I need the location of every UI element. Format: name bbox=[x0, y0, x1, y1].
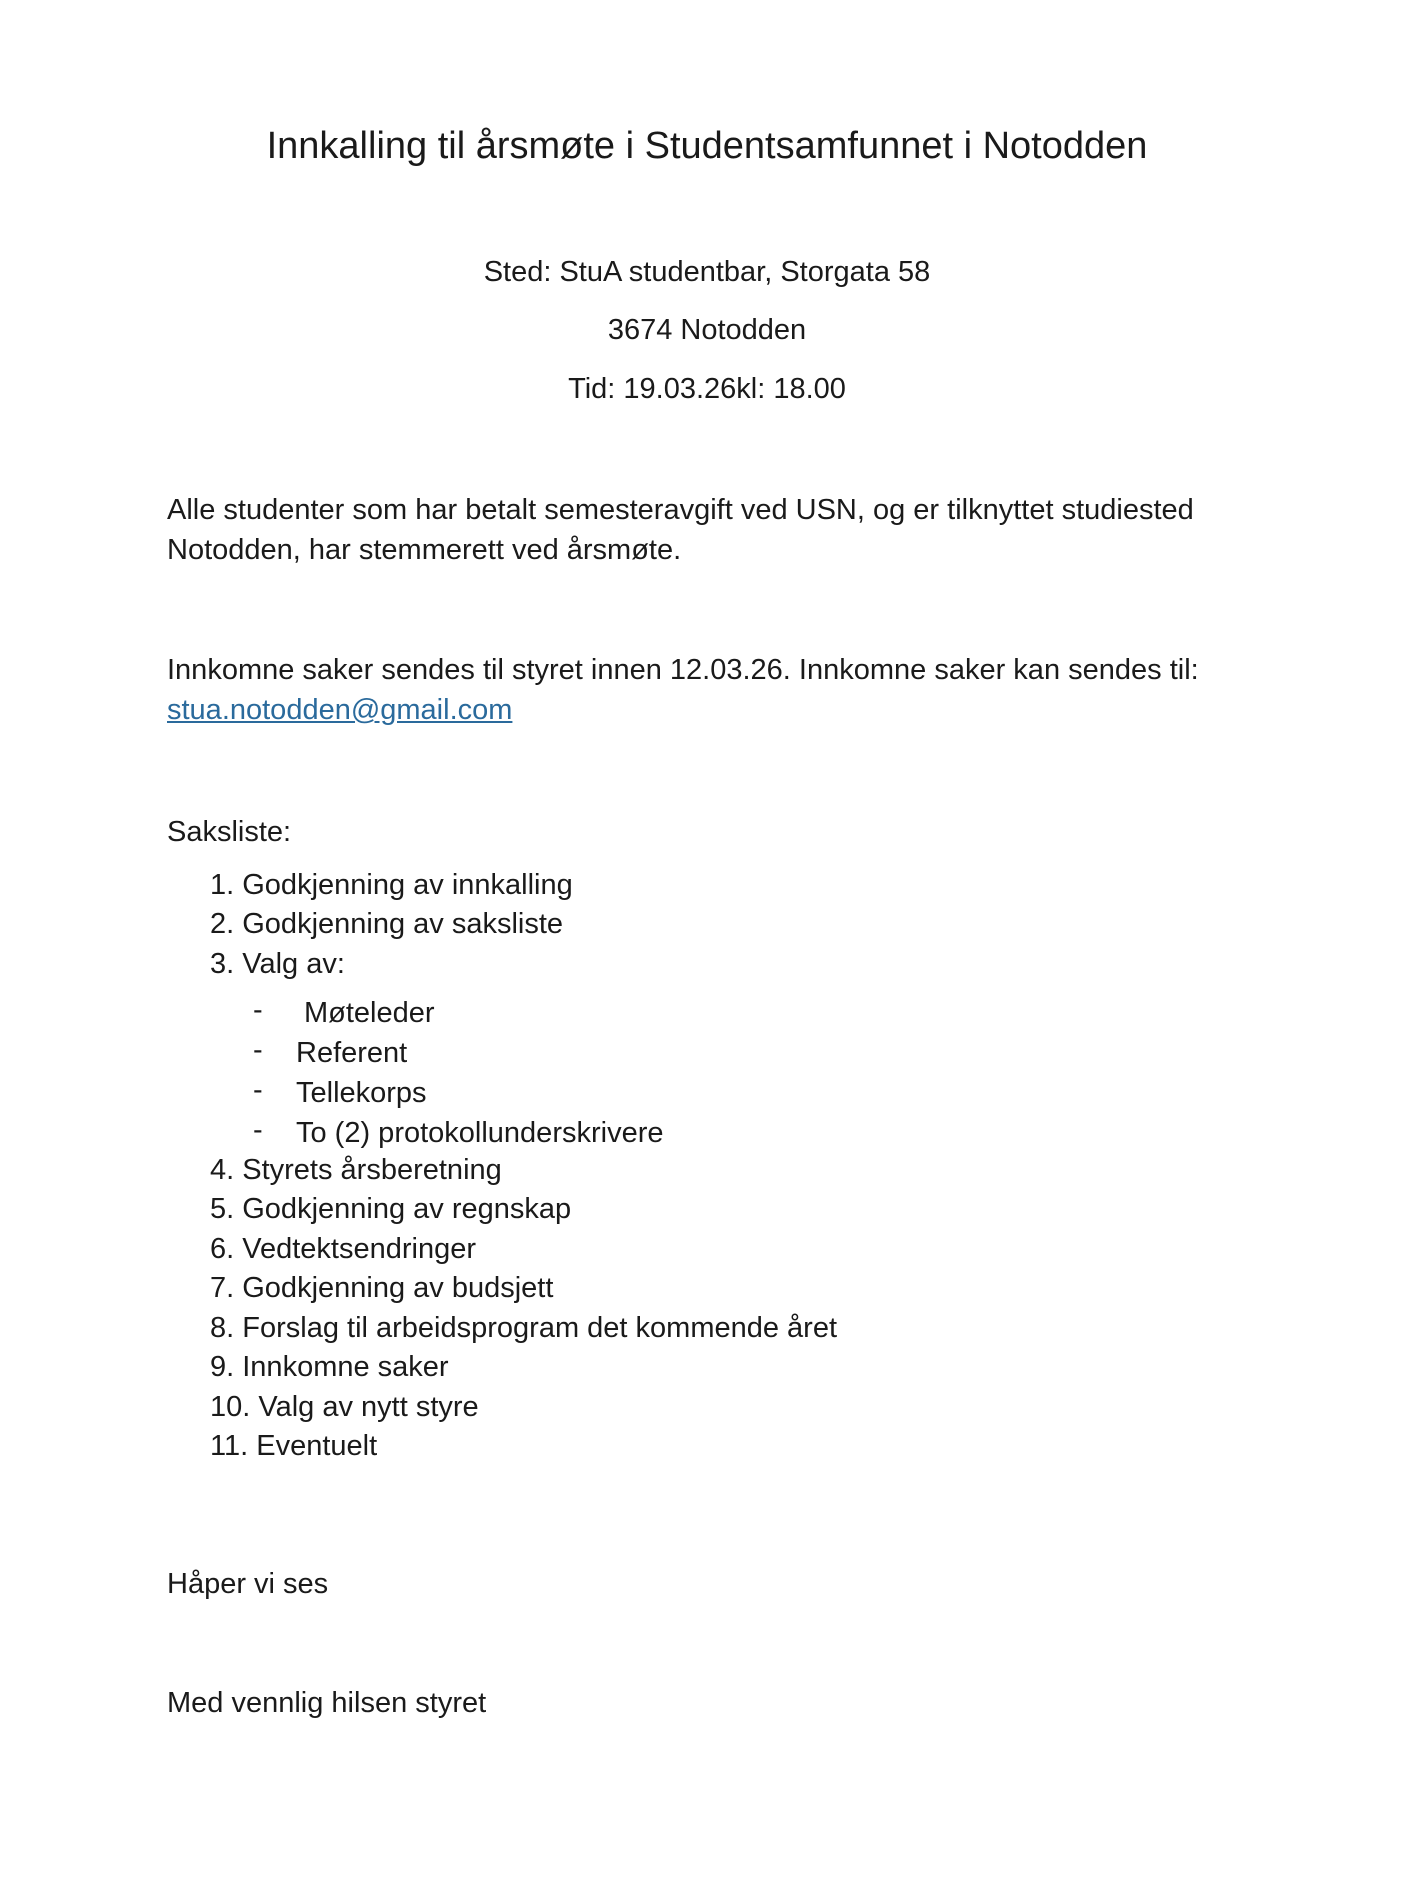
closing-hope: Håper vi ses bbox=[167, 1568, 329, 1600]
agenda-item-number: 2. bbox=[210, 908, 235, 940]
agenda-item-text: Godkjenning av saksliste bbox=[242, 908, 564, 940]
subitem-marker: - bbox=[253, 1114, 263, 1146]
agenda-item-text: Eventuelt bbox=[256, 1430, 378, 1462]
agenda-item-number: 4. bbox=[210, 1154, 235, 1186]
agenda-item-text: Godkjenning av innkalling bbox=[242, 869, 573, 901]
agenda-item bbox=[210, 1231, 476, 1267]
agenda-subitem: Referent bbox=[296, 1037, 408, 1069]
agenda-item-number: 11. bbox=[210, 1430, 249, 1462]
agenda-item-text: Vedtektsendringer bbox=[242, 1233, 477, 1265]
meeting-place: Sted: StuA studentbar, Storgata 58 bbox=[483, 256, 931, 288]
submissions-paragraph bbox=[167, 650, 1277, 730]
agenda-item-text: Godkjenning av regnskap bbox=[242, 1193, 572, 1225]
agenda-item bbox=[210, 946, 345, 982]
agenda-item-number: 8. bbox=[210, 1312, 235, 1344]
agenda-item-number: 5. bbox=[210, 1193, 235, 1225]
agenda-item bbox=[210, 1310, 837, 1346]
meeting-postal-address: 3674 Notodden bbox=[607, 314, 807, 346]
agenda-item-text: Styrets årsberetning bbox=[242, 1154, 502, 1186]
agenda-item bbox=[210, 1152, 502, 1188]
agenda-item-text: Godkjenning av budsjett bbox=[242, 1272, 554, 1304]
agenda-item bbox=[210, 867, 573, 903]
agenda-item-number: 10. bbox=[210, 1391, 251, 1423]
agenda-item bbox=[210, 906, 563, 942]
agenda-item bbox=[210, 1349, 449, 1385]
agenda-item-number: 7. bbox=[210, 1272, 235, 1304]
agenda-item-text: Valg av nytt styre bbox=[258, 1391, 479, 1423]
agenda-item-text: Forslag til arbeidsprogram det kommende året bbox=[242, 1312, 838, 1344]
agenda-subitem: Møteleder bbox=[304, 997, 435, 1029]
agenda-heading: Saksliste: bbox=[167, 816, 292, 848]
agenda-item bbox=[210, 1389, 479, 1425]
agenda-item-number: 6. bbox=[210, 1233, 235, 1265]
meeting-time: Tid: 19.03.26kl: 18.00 bbox=[568, 373, 846, 405]
document-title: Innkalling til årsmøte i Studentsamfunnet i Notodden bbox=[266, 125, 1148, 167]
subitem-marker: - bbox=[253, 994, 263, 1026]
contact-email-link[interactable]: stua.notodden@gmail.com bbox=[167, 694, 513, 726]
agenda-subitem: To (2) protokollunderskrivere bbox=[296, 1117, 664, 1149]
agenda-item-number: 9. bbox=[210, 1351, 235, 1383]
subitem-marker: - bbox=[253, 1034, 263, 1066]
agenda-item-text: Valg av: bbox=[242, 948, 345, 980]
submissions-text: Innkomne saker sendes til styret innen 12.03.26. Innkomne saker kan sendes til: bbox=[167, 654, 1199, 686]
agenda-item bbox=[210, 1428, 377, 1464]
subitem-marker: - bbox=[253, 1074, 263, 1106]
agenda-item bbox=[210, 1270, 553, 1306]
agenda-item-text: Innkomne saker bbox=[242, 1351, 449, 1383]
voting-notice: Alle studenter som har betalt semesteravgift ved USN, og er tilknyttet studiested Notodden, har stemmerett ved årsmøte. bbox=[167, 494, 1194, 566]
agenda-item-number: 1. bbox=[210, 869, 235, 901]
agenda-item bbox=[210, 1191, 571, 1227]
closing-signature: Med vennlig hilsen styret bbox=[167, 1687, 487, 1719]
agenda-subitem: Tellekorps bbox=[296, 1077, 427, 1109]
agenda-item-number: 3. bbox=[210, 948, 235, 980]
